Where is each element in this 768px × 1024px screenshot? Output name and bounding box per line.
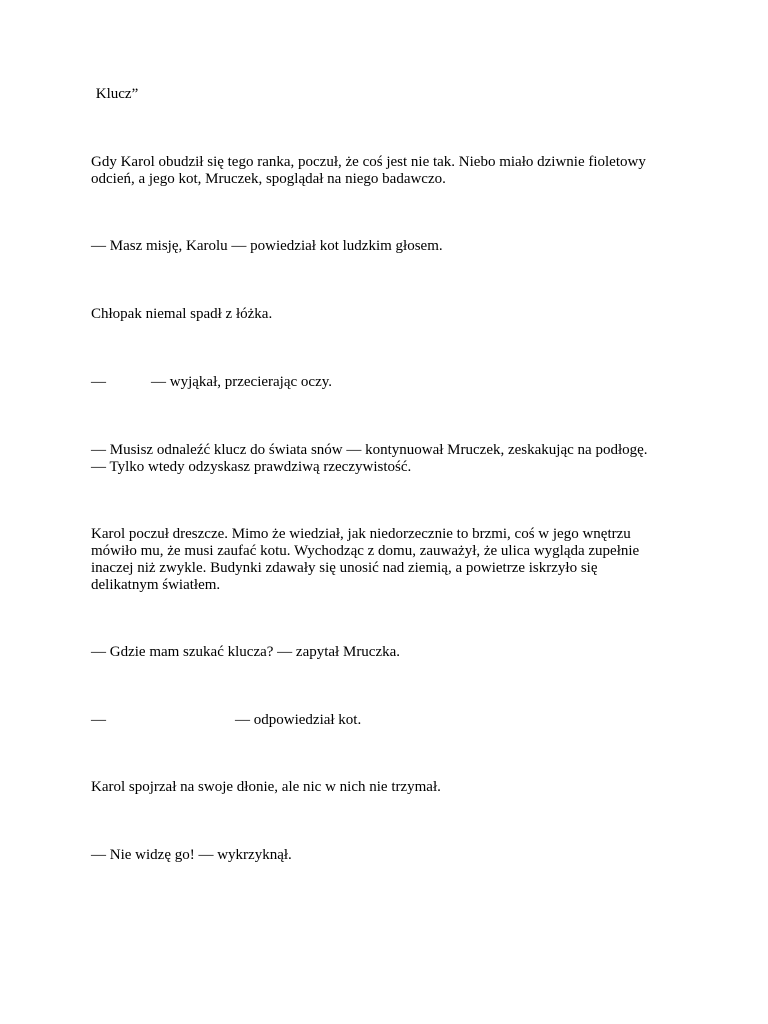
dash-mark: — xyxy=(91,712,106,728)
text-line: — Gdzie mam szukać klucza? — zapytał Mruczka. xyxy=(91,644,401,660)
dash-mark: — xyxy=(91,374,106,390)
paragraph-exclaim xyxy=(91,847,691,864)
paragraph-find-key xyxy=(91,442,691,476)
text-line: Karol spojrzał na swoje dłonie, ale nic w nich nie trzymał. xyxy=(91,779,441,795)
text-line xyxy=(91,712,691,729)
document-title: Klucz” xyxy=(92,86,139,102)
text-line: — Musisz odnaleźć klucz do świata snów — kontynuował Mruczek, zeskakując na podłogę. xyxy=(91,442,648,458)
text-line: — Masz misję, Karolu — powiedział kot ludzkim głosem. xyxy=(91,238,443,254)
text-line: delikatnym światłem. xyxy=(91,577,221,593)
text-line: Gdy Karol obudził się tego ranka, poczuł, że coś jest nie tak. Niebo miało dziwnie fioletowy xyxy=(91,154,646,170)
dialogue-tail: — odpowiedział kot. xyxy=(235,712,362,728)
paragraph-answer xyxy=(91,712,691,729)
paragraph-bed xyxy=(91,306,691,323)
text-line: inaczej niż zwykle. Budynki zdawały się unosić nad ziemią, a powietrze iskrzyło się xyxy=(91,560,598,576)
text-line: — Nie widzę go! — wykrzyknął. xyxy=(91,847,292,863)
text-line: Karol poczuł dreszcze. Mimo że wiedział, jak niedorzecznie to brzmi, coś w jego wnętrzu xyxy=(91,526,631,542)
text-line: Chłopak niemal spadł z łóżka. xyxy=(91,306,273,322)
paragraph-stammer xyxy=(91,374,691,391)
paragraph-mission xyxy=(91,238,691,255)
paragraph-hands xyxy=(91,779,691,796)
paragraph-street xyxy=(91,526,691,594)
text-line: odcień, a jego kot, Mruczek, spoglądał na niego badawczo. xyxy=(91,171,446,187)
text-line xyxy=(91,374,691,391)
paragraph-waking xyxy=(91,154,691,188)
text-line: — Tylko wtedy odzyskasz prawdziwą rzeczywistość. xyxy=(91,459,412,475)
text-line: mówiło mu, że musi zaufać kotu. Wychodząc z domu, zauważył, że ulica wygląda zupełnie xyxy=(91,543,640,559)
dialogue-tail: — wyjąkał, przecierając oczy. xyxy=(151,374,333,390)
paragraph-where xyxy=(91,644,691,661)
